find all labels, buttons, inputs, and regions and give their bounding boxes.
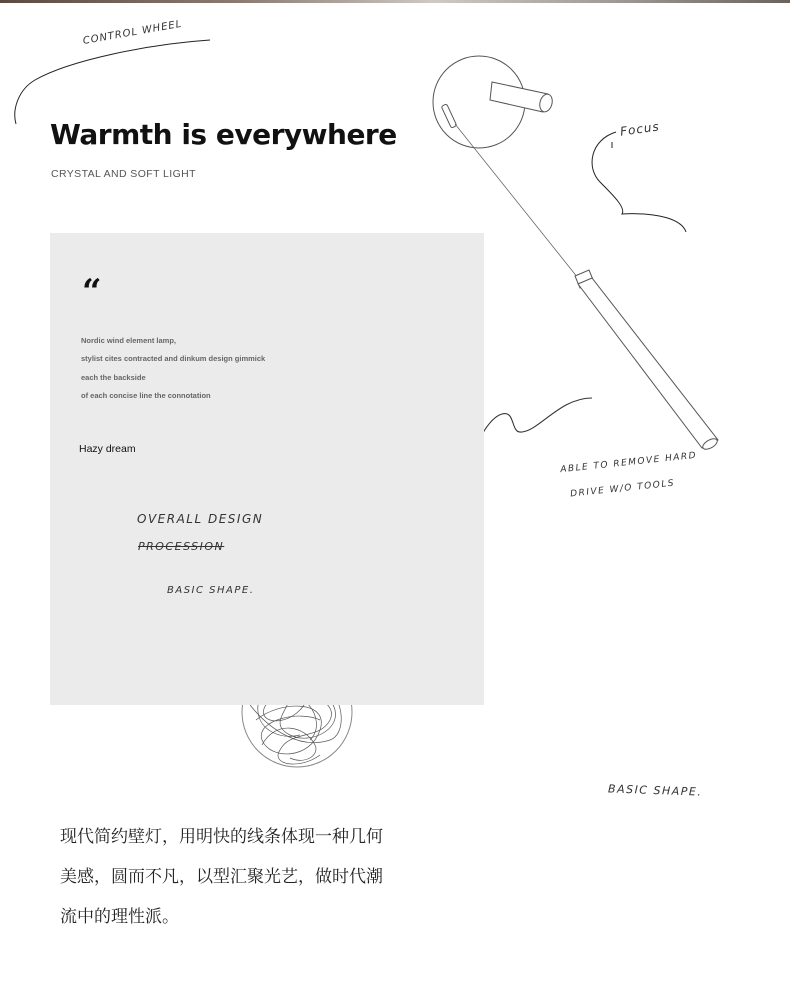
- focus-annotation: Focus: [619, 119, 661, 139]
- basic-shape-annotation: BASIC SHAPE.: [167, 585, 255, 596]
- panel-text: [81, 336, 265, 409]
- focus-swoosh: [592, 132, 686, 232]
- description-line: 流中的理性派。: [60, 907, 179, 926]
- control-wheel-annotation: CONTROL WHEEL: [82, 18, 184, 47]
- page-headline: Warmth is everywhere: [50, 118, 397, 151]
- top-image-strip: [0, 0, 790, 3]
- remove-drive-annotation-1: ABLE TO REMOVE HARD: [559, 450, 698, 476]
- procession-annotation: PROCESSION: [138, 540, 225, 553]
- panel-line: of each concise line the connotation: [81, 390, 211, 400]
- quote-mark: “: [82, 272, 102, 312]
- chinese-description: [60, 824, 440, 944]
- overall-design-annotation: OVERALL DESIGN: [137, 512, 264, 526]
- remove-drive-annotation-2: DRIVE W/O TOOLS: [569, 478, 676, 500]
- panel-caption: Hazy dream: [79, 443, 136, 455]
- description-line: 现代简约壁灯，用明快的线条体现一种几何: [60, 827, 383, 846]
- control-wheel-swoosh: [15, 40, 210, 124]
- basic-shape-annotation-bottom: BASIC SHAPE.: [607, 782, 703, 799]
- page-subheading: CRYSTAL AND SOFT LIGHT: [51, 168, 196, 180]
- panel-line: stylist cites contracted and dinkum design gimmick: [81, 354, 266, 364]
- panel-line: Nordic wind element lamp,: [81, 336, 177, 345]
- description-line: 美感，圆而不凡，以型汇聚光艺，做时代潮: [60, 867, 383, 886]
- quote-panel: [50, 233, 484, 705]
- panel-line: each the backside: [81, 372, 146, 382]
